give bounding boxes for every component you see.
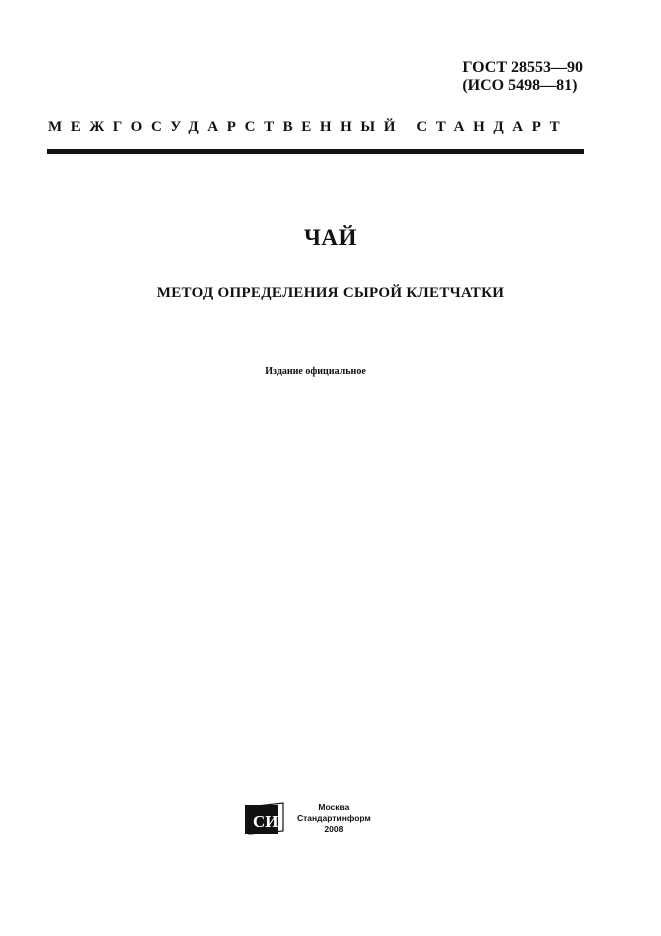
publisher-name: Стандартинформ bbox=[297, 812, 371, 823]
publisher-city: Москва bbox=[318, 801, 350, 812]
document-code-block bbox=[462, 59, 583, 95]
iso-code: (ИСО 5498—81) bbox=[462, 77, 578, 94]
gost-code: ГОСТ 28553—90 bbox=[462, 59, 583, 76]
document-subtitle: МЕТОД ОПРЕДЕЛЕНИЯ СЫРОЙ КЛЕТЧАТКИ bbox=[156, 285, 505, 301]
publisher-block bbox=[245, 801, 371, 835]
publisher-text bbox=[297, 802, 371, 835]
svg-text:СИ: СИ bbox=[253, 812, 279, 831]
edition-note: Издание официальное bbox=[265, 366, 366, 377]
standard-type-heading: МЕЖГОСУДАРСТВЕННЫЙ СТАНДАРТ bbox=[48, 119, 569, 135]
publisher-year: 2008 bbox=[324, 823, 344, 834]
standartinform-logo-icon bbox=[245, 801, 285, 835]
document-title: ЧАЙ bbox=[304, 225, 357, 250]
header-divider bbox=[47, 149, 584, 154]
